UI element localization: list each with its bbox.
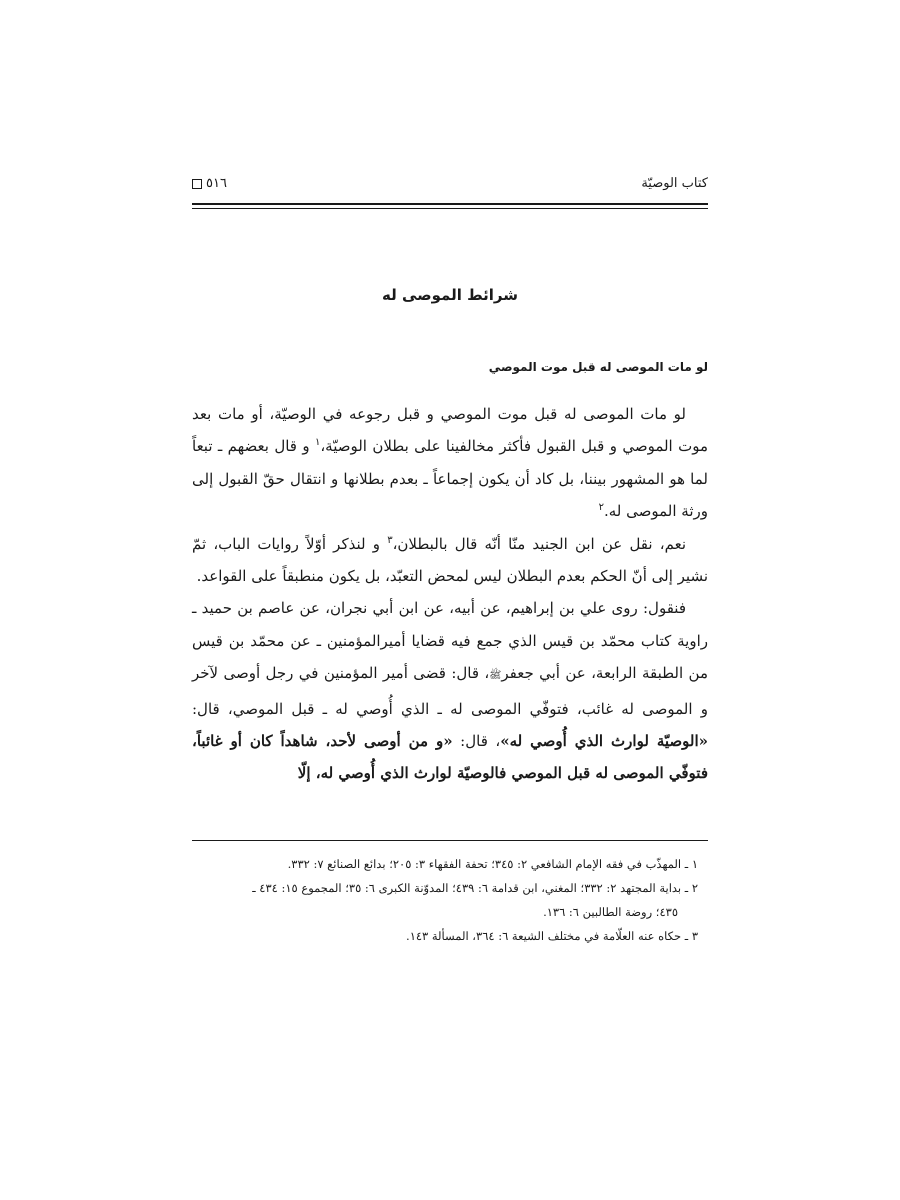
footnote-ref-3[interactable]: ٣ xyxy=(387,534,393,546)
hadith-quote-2: «و من أوصى لأحد، شاهداً كان أو غائباً، فتوفّي الموصى له قبل الموصي فالوصيّة لوارث الذي أُوصي له، إلّا xyxy=(192,732,708,783)
header-rule-thin xyxy=(192,208,708,209)
chapter-title: شرائط الموصى له xyxy=(382,286,518,304)
footnote-rule xyxy=(192,840,708,841)
paragraph-1-text-a: لو مات الموصى له قبل موت الموصي و قبل رجوعه في الوصيّة، أو مات بعد موت الموصي و قبل القبول فأكثر مخالفينا على بطلان الوصيّة، xyxy=(192,405,708,456)
footnote-3: ٣ ـ حكاه عنه العلّامة في مختلف الشيعة ٦: ٣٦٤، المسألة ١٤٣. xyxy=(406,929,698,943)
honorific-glyph: ﷺ xyxy=(489,670,502,682)
running-header-book-title: كتاب الوصيّة xyxy=(641,176,708,191)
paragraph-3 xyxy=(192,592,708,789)
paragraph-1 xyxy=(192,398,708,528)
paragraph-2 xyxy=(192,528,708,593)
paragraph-3-text-c: ، قال: xyxy=(452,732,501,751)
footnotes xyxy=(192,852,708,948)
footnote-ref-2[interactable]: ٢ xyxy=(598,502,604,514)
paragraph-3-text-a: فنقول: روى علي بن إبراهيم، عن أبيه، عن ابن أبي نجران، عن عاصم بن حميد ـ راوية كتاب محمّد بن قيس الذي جمع فيه قضايا أميرالمؤمنين ـ عن محمّد بن قيس من الطبقة الرابعة، عن أبي جعفر xyxy=(192,599,708,683)
footnote-1: ١ ـ المهذّب في فقه الإمام الشافعي ٢: ٣٤٥؛ تحفة الفقهاء ٣: ٢٠٥؛ بدائع الصنائع ٧: ٣٣٢. xyxy=(287,857,698,871)
body-text xyxy=(192,398,708,790)
footnote-2-continued: ٤٣٥؛ روضة الطالبين ٦: ١٣٦. xyxy=(543,905,678,919)
footnote-ref-1[interactable]: ١ xyxy=(314,437,321,449)
paragraph-3-text-b: ، قال: قضى أمير المؤمنين في رجل أوصى لآخر و الموصى له غائب، فتوفّي الموصى له ـ الذي أُوصي له ـ قبل الموصي، قال: xyxy=(192,664,708,718)
paragraph-1-text-b: و قال بعضهم ـ تبعاً لما هو المشهور بيننا، بل كاد أن يكون إجماعاً ـ بعدم بطلانها و انتقال حقّ القبول إلى ورثة الموصى له. xyxy=(192,437,708,521)
paragraph-2-text-a: نعم، نقل عن ابن الجنيد منّا أنّه قال بالبطلان، xyxy=(392,534,686,553)
hadith-quote-1: «الوصيّة لوارث الذي أُوصي له» xyxy=(500,732,709,751)
page xyxy=(192,0,708,1200)
section-heading: لو مات الموصى له قبل موت الموصي xyxy=(488,360,708,374)
square-ornament-icon xyxy=(192,179,202,189)
page-number-text: ٥١٦ xyxy=(206,176,227,191)
running-header xyxy=(192,176,708,198)
paragraph-2-text-b: و لنذكر أوّلاً روايات الباب، ثمّ نشير إلى أنّ الحكم بعدم البطلان ليس لمحض التعبّد، بل يكون منطبقاً على القواعد. xyxy=(192,534,708,586)
header-rule-thick xyxy=(192,203,708,205)
footnote-2: ٢ ـ بداية المجتهد ٢: ٣٣٢؛ المغني، ابن قدامة ٦: ٤٣٩؛ المدوّنة الكبرى ٦: ٣٥؛ المجموع ١٥: ٤٣٤ ـ xyxy=(252,881,698,895)
page-number xyxy=(192,176,227,191)
